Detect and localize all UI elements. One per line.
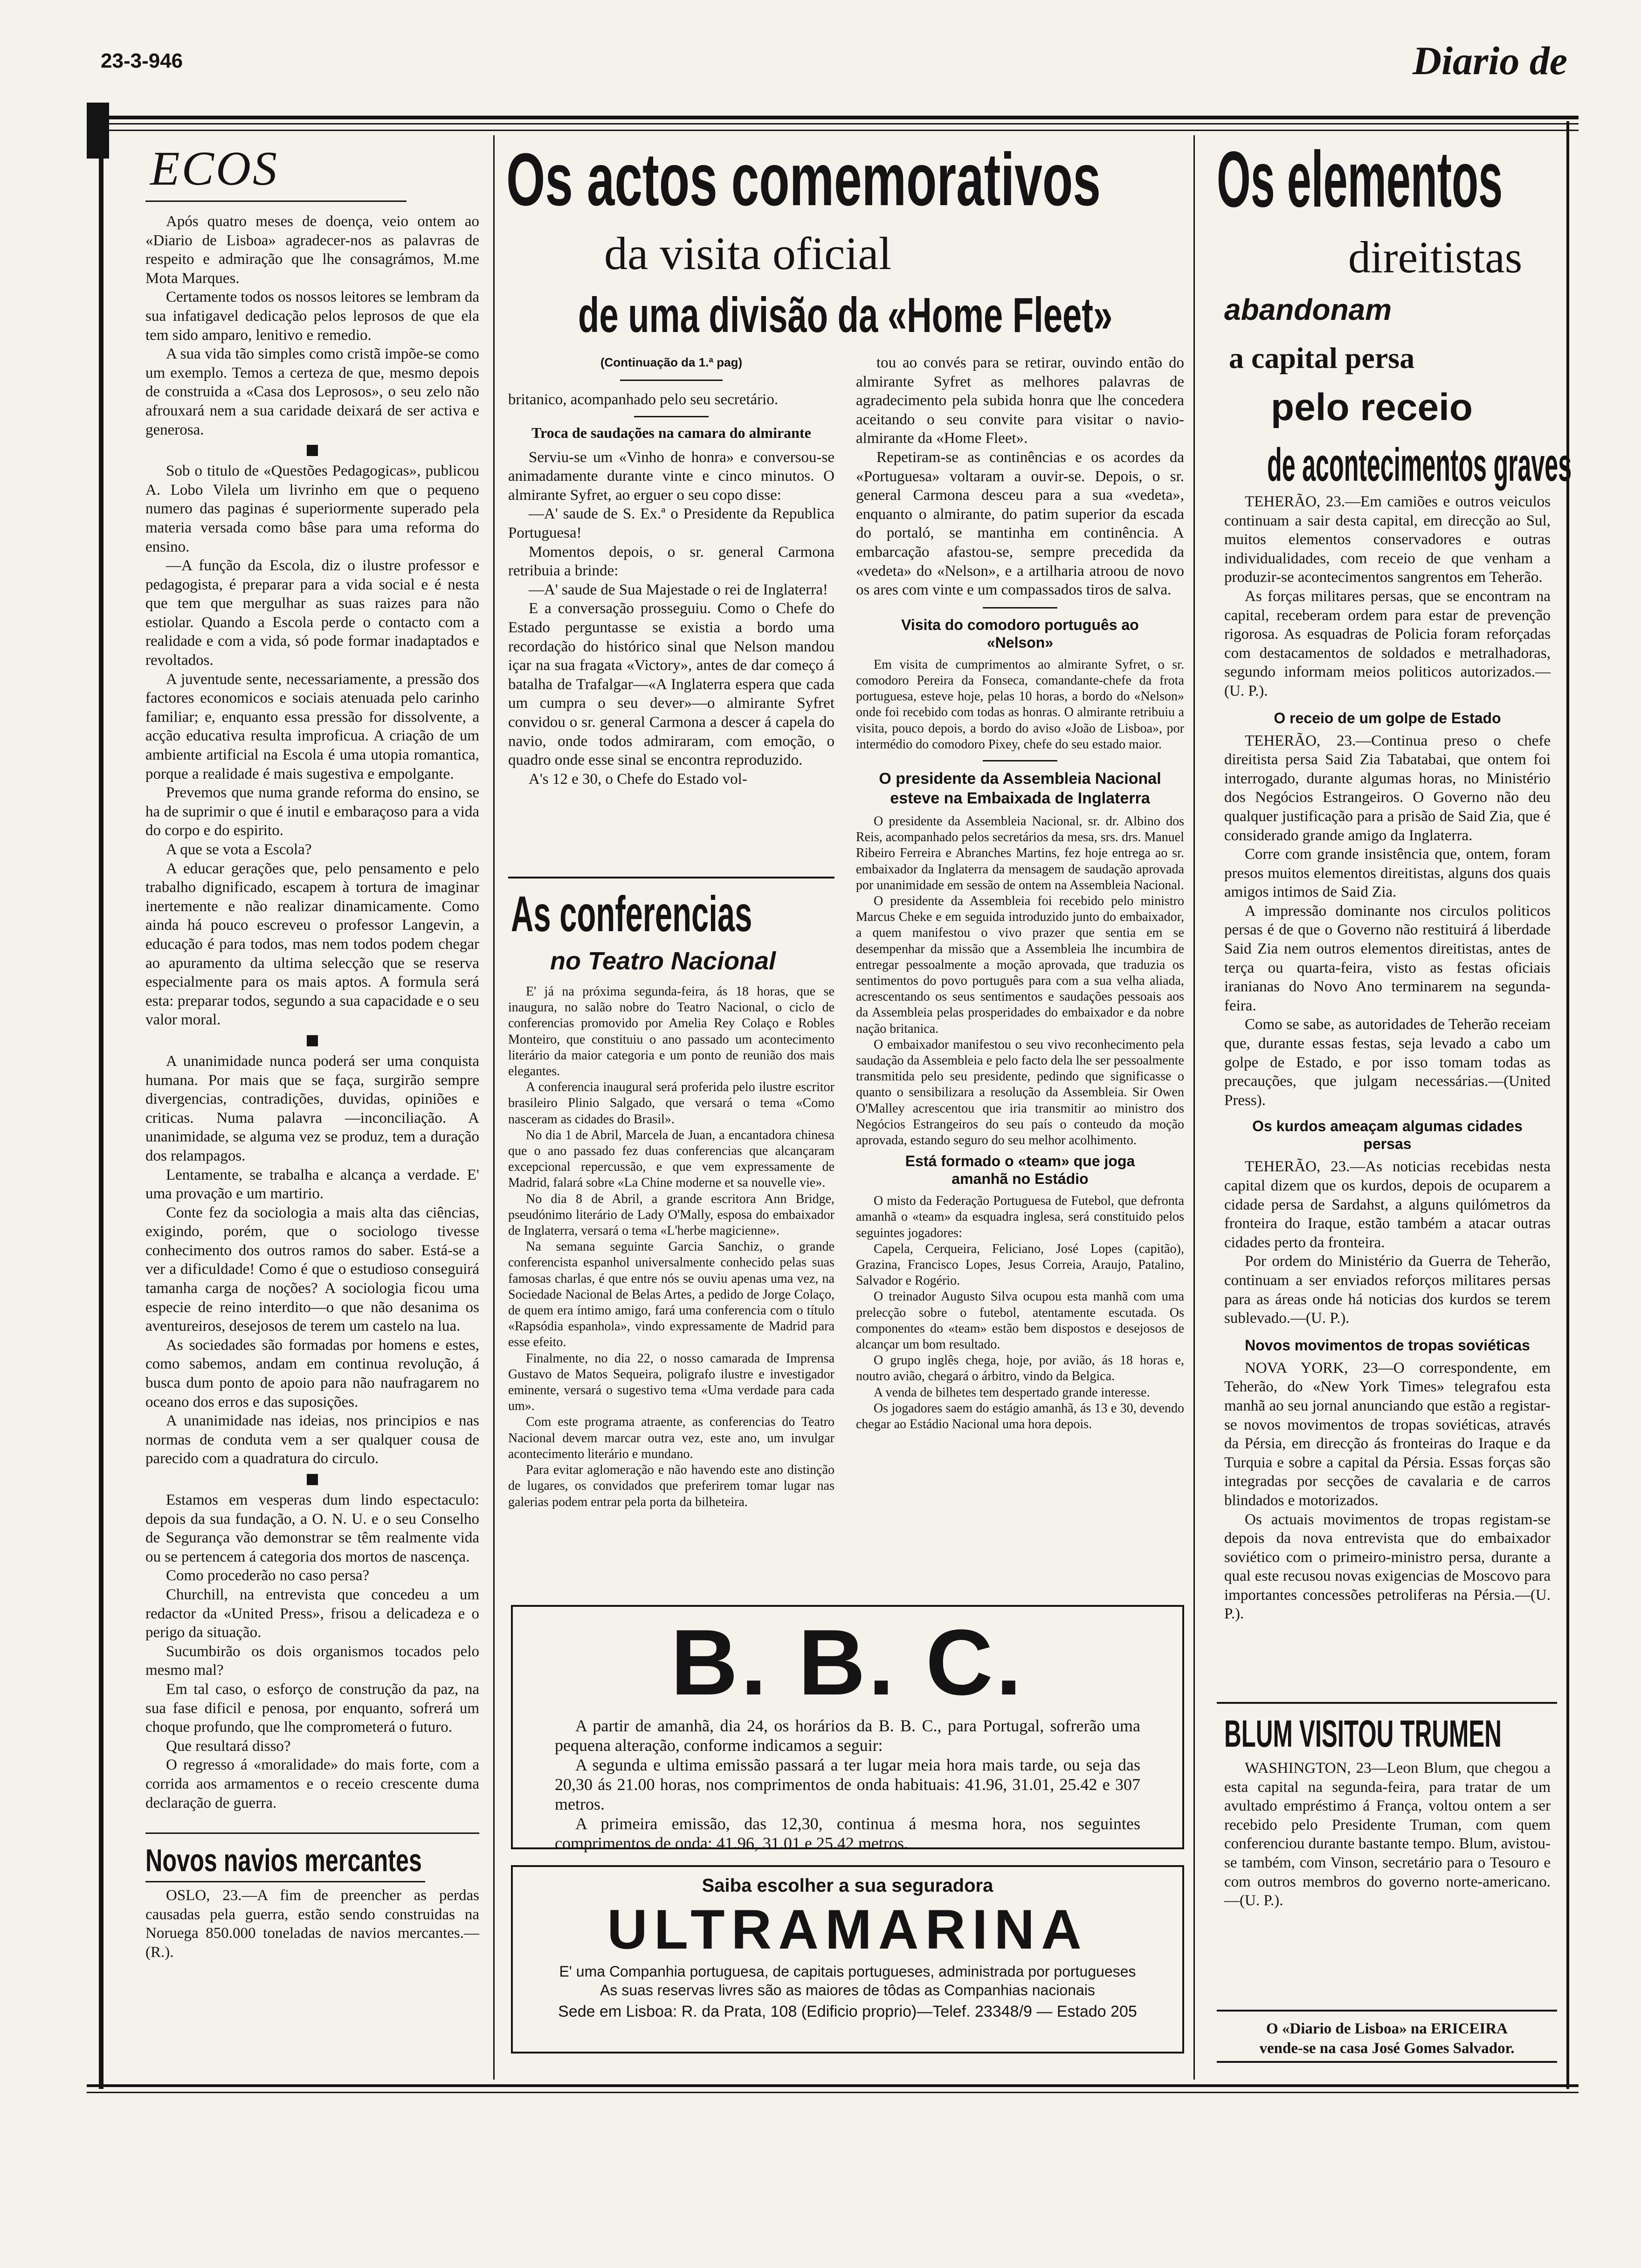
- actos-col-1-body: [508, 448, 834, 789]
- ecos-paragraph: Conte fez da sociologia a mais alta das ciências, exigindo, porém, que o sociologo tivesse conhecimento dos outros ramos do saber. Está-se a ver a dificuldade! Como é que o estudioso conseguirá tamanha carga de noções? A sociologia ficou uma especie de reino interdito—o que não desanima os aventureiros, desejosos de terem um castelo na lua.: [145, 1204, 479, 1335]
- elementos-h4: a capital persa: [1229, 341, 1415, 374]
- navios-underline: [145, 1881, 425, 1882]
- elementos-h2: direitistas: [1348, 232, 1523, 282]
- ultramarina-ad: [511, 1865, 1184, 2054]
- actos-col-2-body: [856, 353, 1184, 600]
- short-rule: [983, 607, 1057, 608]
- futebol-body: [856, 1193, 1184, 1432]
- navios-top-rule: [145, 1832, 479, 1834]
- bbc-paragraph: A segunda e ultima emissão passará a ter lugar meia hora mais tarde, ou seja das 20,30 ás 21.00 horas, nos comprimentos de onda habituais: 41.96, 31.01, 25.42 e 307 metros.: [555, 1756, 1140, 1813]
- ecos-paragraph: Que resultará disso?: [166, 1737, 291, 1755]
- ecos-paragraph: A que se vota a Escola?: [166, 841, 312, 858]
- elementos-paragraph: TEHERÃO, 23.—Em camiões e outros veiculos continuam a sair desta capital, em direcção ao Sul, muitos elementos conservadores e outras individualidades, com receio de que venham a produzir-se acontecimentos sangrentos em Teherão.: [1224, 493, 1551, 586]
- blum-body-box: [1224, 1759, 1551, 1910]
- actos-paragraph: —A' saude de S. Ex.ª o Presidente da Republica Portuguesa!: [508, 505, 834, 541]
- conferencias-paragraph: Finalmente, no dia 22, o nosso camarada de Imprensa Gustavo de Matos Sequeira, poligrafo ilustre e investigador eminente, versará o sugestivo tema «Uma verdade para cada um».: [508, 1351, 834, 1414]
- navios-section: [145, 1842, 479, 1962]
- ecos-paragraph: Lentamente, se trabalha e alcança a verdade. E' uma provação e um martirio.: [145, 1166, 479, 1203]
- futebol-paragraph: A venda de bilhetes tem despertado grande interesse.: [874, 1385, 1150, 1400]
- actos-headline: Os actos comemorativos: [506, 138, 1101, 221]
- column-rule-1: [493, 135, 495, 2080]
- ultramarina-line-3: Sede em Lisboa: R. da Prata, 108 (Edificio proprio)—Telef. 23348/9 — Estado 205: [558, 2003, 1137, 2020]
- ecos-paragraph: Em tal caso, o esforço de construção da paz, na sua fase dificil e penosa, por enquanto, sofrerá um choque profundo, que lhe comprometerá o futuro.: [145, 1680, 479, 1736]
- assembleia-body: [856, 814, 1184, 1148]
- short-rule: [620, 380, 723, 381]
- elementos-body: [1224, 492, 1551, 701]
- ecos-paragraph: Estamos em vesperas dum lindo espectaculo: depois da sua fundação, a O. N. U. e o seu Conselho de Segurança vão demonstrar se têm realmente vida ou se pertencem á categoria dos mortos de nascença.: [145, 1492, 479, 1565]
- ecos-underline: [145, 201, 407, 202]
- elementos-h1: Os elementos: [1217, 135, 1503, 224]
- troca-subheading: Troca de saudações na camara do almirante: [531, 424, 811, 441]
- ecos-paragraph: A unanimidade nunca poderá ser uma conquista humana. Por mais que se faça, surgirão sempre divergencias, contradições, duvidas, opiniões e criticas. Numa palavra —inconciliação. A unanimidade, se alguma vez se produz, tem a duração dos relampagos.: [145, 1052, 479, 1164]
- masthead-title: Diario de: [1413, 38, 1568, 83]
- ecos-paragraph: Churchill, na entrevista que concedeu a um redactor da «United Press», frisou a delicadeza e o perigo da situação.: [145, 1586, 479, 1641]
- actos-paragraph: A's 12 e 30, o Chefe do Estado vol-: [529, 770, 747, 788]
- left-margin-bar: [87, 103, 109, 159]
- golpe-paragraph: Corre com grande insistência que, ontem, foram presos muitos elementos direitistas, alguns dos quais amigos intimos de Said Zia.: [1224, 846, 1551, 901]
- actos-deck-1: da visita oficial: [604, 228, 892, 279]
- assembleia-paragraph: O presidente da Assembleia foi recebido pelo ministro Marcus Cheke e em seguida introduzido junto do embaixador, a quem manifestou o vivo prazer que sentia em se desempenhar da missão que a Assembleia lhe incumbira de entregar pessoalmente a moção aprovada, que traduzia os sentimentos do povo português para com a sua velha aliada, acrescentando os seus sentimentos e saudações pessoais aos da Assembleia pelas prosperidades do embaixador e da nobre nação britanica.: [856, 893, 1184, 1036]
- ericeira-top-rule: [1217, 2010, 1557, 2012]
- tropas-paragraph: NOVA YORK, 23—O correspondente, em Teherão, do «New York Times» telegrafou esta manhã ao seu jornal anunciando que estão a registar-se novos movimentos de tropas soviéticas, através da Pérsia, em direcção ás fronteiras do Iraque e da Turquia e sobre a capital da Pérsia. Essas forças são integradas por secções de cavalaria e de carros blindados e motorizados.: [1224, 1359, 1551, 1509]
- actos-paragraph: Momentos depois, o sr. general Carmona retribuia a brinde:: [508, 543, 834, 580]
- elementos-body-col: [1224, 492, 1551, 1624]
- conferencias-title: As conferencias: [511, 885, 752, 942]
- bottom-rule-thin: [87, 2092, 1579, 2093]
- ecos-paragraph: A sua vida tão simples como cristã impõe-se como um exemplo. Temos a certeza de que, mesmo depois de construida a «Casa dos Leprosos», o seu zelo não afrouxará nem a sua caridade deixará de ser activa e generosa.: [145, 346, 479, 438]
- futebol-paragraph: Os jogadores saem do estágio amanhã, ás 13 e 30, devendo chegar ao Estádio Nacional uma hora depois.: [856, 1401, 1184, 1432]
- section-bullet: [307, 445, 318, 456]
- ericeira-line-2: vende-se na casa José Gomes Salvador.: [1259, 2040, 1515, 2057]
- conferencias-body: [508, 984, 834, 1510]
- page-date: 23-3-946: [101, 49, 183, 72]
- ericeira-notice: [1217, 2019, 1557, 2058]
- ecos-block-4: [145, 1491, 479, 1812]
- futebol-paragraph: O misto da Federação Portuguesa de Futebol, que defronta amanhã o «team» da esquadra inglesa, será constituido pelos seguintes jogadores:: [856, 1194, 1184, 1240]
- assembleia-heading: O presidente da Assembleia Nacional esteve na Embaixada de Inglaterra: [879, 769, 1161, 807]
- ecos-block-2: [145, 462, 479, 1030]
- visita-subheading: Visita do comodoro português ao «Nelson»: [901, 616, 1139, 651]
- ecos-block-1: [145, 212, 479, 439]
- golpe-paragraph: A impressão dominante nos circulos politicos persas é de que o Governo não restituirá á liberdade Said Zia nem outros elementos direitistas, antes de terça ou quarta-feira, visto as festas oficiais iranianas do Novo Ano terminarem na segunda-feira.: [1224, 902, 1551, 1014]
- ecos-paragraph: A unanimidade nas ideias, nos principios e nas normas de conduta vem a ser qualquer cousa de parecido com a quadratura do circulo.: [145, 1412, 479, 1467]
- left-margin-line: [99, 154, 103, 2089]
- elementos-paragraph: As forças militares persas, que se encontram na capital, receberam ordem para estar de prevenção rigorosa. As esquadras de Policia foram reforçadas com destacamentos de soldados e metralhadoras, segundo informam meios politicos autorizados.—(U. P.).: [1224, 588, 1551, 699]
- ecos-paragraph: As sociedades são formadas por homens e estes, como sabemos, andam em continua revolução, á busca dum ponto de apoio para não naufragarem no oceano dos erros e das suposições.: [145, 1336, 479, 1411]
- kurdos-paragraph: Por ordem do Ministério da Guerra de Teherão, continuam a ser enviados reforços militares persas para as áreas onde há noticias dos kurdos se terem sublevado.—(U. P.).: [1224, 1253, 1551, 1327]
- ultramarina-name: ULTRAMARINA: [607, 1898, 1088, 1961]
- ericeira-bottom-rule: [1217, 2061, 1557, 2063]
- ultramarina-line-2: As suas reservas livres são as maiores de tôdas as Companhias nacionais: [600, 1982, 1095, 1998]
- actos-paragraph: —A' saude de Sua Majestade o rei de Inglaterra!: [529, 581, 828, 598]
- bbc-title: B. B. C.: [670, 1611, 1025, 1715]
- conferencias-paragraph: A conferencia inaugural será proferida pelo ilustre escritor brasileiro Plinio Salgado, que versará o tema «Como nasceram as cidades do Brasil».: [508, 1080, 834, 1127]
- continuation-note: (Continuação da 1.ª pag): [600, 355, 743, 369]
- ultramarina-tagline: Saiba escolher a sua seguradora: [702, 1875, 993, 1896]
- futebol-heading: Está formado o «team» que joga amanhã no Estádio: [905, 1153, 1135, 1188]
- conferencias-paragraph: No dia 1 de Abril, Marcela de Juan, a encantadora chinesa que o ano passado fez duas conferencias que alcançaram excepcional repercussão, e que vem expressamente de Madrid, falará sobre «La Chine moderne et sa nouvelle vie».: [508, 1127, 834, 1190]
- blum-title: BLUM VISITOU TRUMEN: [1224, 1713, 1502, 1755]
- section-bullet: [307, 1035, 318, 1046]
- actos-intro: britanico, acompanhado pelo seu secretário.: [508, 391, 779, 408]
- elementos-h3: abandonam: [1224, 293, 1392, 326]
- bbc-paragraph: A primeira emissão, das 12,30, continua á mesma hora, nos seguintes comprimentos de onda: 41.96, 31.01 e 25.42 metros.: [555, 1814, 1140, 1853]
- blum-text: WASHINGTON, 23—Leon Blum, que chegou a esta capital na segunda-feira, para tratar de um avultado empréstimo á França, voltou ontem a ser recebido pelo Presidente Truman, com quem conferenciou durante bastante tempo. Blum, avistou-se também, com Vinson, secretário para o Tesouro e com outros membros do governo norte-americano.—(U. P.).: [1224, 1760, 1551, 1909]
- top-rule-thin: [87, 123, 1579, 124]
- top-rule-thin-2: [87, 130, 1579, 131]
- column-rule-right: [1566, 121, 1569, 2089]
- futebol-paragraph: O treinador Augusto Silva ocupou esta manhã com uma prelecção sobre o futebol, atentamente escutada. Os componentes do «team» estão bem dispostos e desejosos de alcançar um bom resultado.: [856, 1289, 1184, 1352]
- ecos-block-3: [145, 1052, 479, 1468]
- blum-top-rule: [1217, 1702, 1557, 1704]
- ecos-paragraph: A juventude sente, necessariamente, a pressão dos factores economicos e sociais atenuada pelo carinho familiar; e, enquanto essa pressão for dissolvente, a acção educativa resulta improficua. A criação de um ambiente artificial na Escola é uma utopia romantica, porque a realidade é mais sugestiva e empolgante.: [145, 671, 479, 782]
- conferencias-paragraph: Na semana seguinte Garcia Sanchiz, o grande conferencista espanhol universalmente conhecido pelas suas famosas charlas, é que entre nós se ouviu apenas uma vez, na Sociedade Nacional de Belas Artes, a pedido de Jorge Colaço, de quem era íntimo amigo, fará uma conferencia com o título «Rapsódia espanhola», vindo expressamente de Madrid para esse efeito.: [508, 1239, 834, 1350]
- kurdos-body: [1224, 1157, 1551, 1328]
- short-rule: [634, 416, 709, 417]
- visita-text: Em visita de cumprimentos ao almirante Syfret, o sr. comodoro Pereira da Fonseca, comandante-chefe da frota portuguesa, esteve hoje, pelas 10 horas, a bordo do «Nelson» onde foi recebido com todas as honras. O almirante retribuiu a visita, pouco depois, a bordo do aviso «João de Lisboa», por intermédio do comodoro Pixey, chefe do seu estado maior.: [856, 657, 1184, 752]
- tropas-paragraph: Os actuais movimentos de tropas registam-se depois da nova entrevista que do embaixador soviético com o primeiro-ministro persa, durante a qual este recusou novas exigencias de Moscovo para importantes concessões petroliferas na Pérsia.—(U. P.).: [1224, 1511, 1551, 1623]
- bbc-ad: [511, 1605, 1184, 1853]
- actos-col-2: [856, 353, 1184, 1432]
- actos-paragraph: Serviu-se um «Vinho de honra» e conversou-se animadamente durante vinte e cinco minutos. O almirante Syfret, ao erguer o seu copo disse:: [508, 449, 834, 504]
- elementos-h6: de acontecimentos graves: [1267, 439, 1572, 491]
- conferencias-paragraph: Com este programa atraente, as conferencias do Teatro Nacional devem marcar outra vez, este ano, um invulgar acontecimento literário e mundano.: [508, 1415, 834, 1461]
- section-bullet: [307, 1474, 318, 1485]
- futebol-paragraph: O grupo inglês chega, hoje, por avião, ás 18 horas e, noutro avião, chegará o árbitro, vindo da Belgica.: [856, 1353, 1184, 1384]
- ecos-paragraph: Como procederão no caso persa?: [166, 1567, 370, 1584]
- navios-text: OSLO, 23.—A fim de preencher as perdas causadas pela guerra, estão sendo construidas na Noruega 850.000 toneladas de navios mercantes.—(R.).: [145, 1887, 479, 1961]
- short-rule: [983, 760, 1057, 761]
- ecos-paragraph: Certamente todos os nossos leitores se lembram da sua infatigavel dedicação pelos leprosos de que ela tem sido amparo, lenitivo e remedio.: [145, 289, 479, 344]
- kurdos-paragraph: TEHERÃO, 23.—As noticias recebidas nesta capital dizem que os kurdos, depois de ocuparem a cidade persa de Sardahst, a alguns quilómetros da fronteira do Iraque, estão também a atacar outras cidades perto da fronteira.: [1224, 1158, 1551, 1251]
- bottom-rule: [87, 2084, 1579, 2087]
- assembleia-paragraph: O embaixador manifestou o seu vivo reconhecimento pela saudação da Assembleia e pelo facto dela lhe ser pessoalmente transmitida pelo seu presidente, pedindo que significasse o quanto o sensibilizara a resolução da Assembleia. Sir Owen O'Malley acrescentou que iria transmitir ao ministro dos Negócios Estrangeiros do seu país o conteudo da moção aprovada, estando seguro do seu melhor acolhimento.: [856, 1037, 1184, 1148]
- kurdos-subheading: Os kurdos ameaçam algumas cidades persas: [1252, 1118, 1523, 1153]
- actos-paragraph: Repetiram-se as continências e os acordes da «Portuguesa» voltaram a ouvir-se. Depois, o sr. general Carmona desceu para a sua «vedeta», enquanto o almirante, do patim superior da escada do portaló, se mantinha em continência. A embarcação afastou-se, sempre precedida da «vedeta» do «Nelson», e a artilharia atroou de novo os ares com vinte e um compassados tiros de salva.: [856, 449, 1184, 599]
- ecos-paragraph: Sucumbirão os dois organismos tocados pelo mesmo mal?: [145, 1643, 479, 1679]
- column-rule-2: [1193, 135, 1195, 2080]
- golpe-paragraph: TEHERÃO, 23.—Continua preso o chefe direitista persa Said Zia Tabatabai, que ontem foi interrogado, durante algumas horas, no Ministério dos Negócios Estrangeiros. O Governo não deu qualquer justificação para a prisão de Said Zia, que é considerado grande amigo da Inglaterra.: [1224, 732, 1551, 844]
- ecos-section: [145, 140, 479, 1812]
- ericeira-line-1: O «Diario de Lisboa» na ERICEIRA: [1266, 2020, 1508, 2037]
- actos-paragraph: tou ao convés para se retirar, ouvindo então do almirante Syfret as melhores palavras de agradecimento pela subida honra que lhe concedera aceitando o seu convite para visitar o navio-almirante da «Home Fleet».: [856, 354, 1184, 447]
- golpe-subheading: O receio de um golpe de Estado: [1274, 709, 1501, 726]
- tropas-body: [1224, 1359, 1551, 1624]
- futebol-paragraph: Capela, Cerqueira, Feliciano, José Lopes (capitão), Grazina, Francisco Lopes, Jesus Correia, Araujo, Patalino, Salvador e Rogério.: [856, 1241, 1184, 1288]
- assembleia-paragraph: O presidente da Assembleia Nacional, sr. dr. Albino dos Reis, acompanhado pelos secretários da mesa, srs. drs. Manuel Ribeiro Ferreira e Abranches Martins, fez hoje entrega ao sr. embaixador da Inglaterra da mensagem de saudação aprovada por unanimidade em sessão de ontem na Assembleia Nacional.: [856, 814, 1184, 892]
- golpe-paragraph: Como se sabe, as autoridades de Teherão receiam que, durante essas festas, seja levado a cabo um golpe de Estado, e por isso tomam todas as precauções, que julgam necessárias.—(United Press).: [1224, 1016, 1551, 1109]
- conferencias-subtitle: no Teatro Nacional: [550, 947, 776, 975]
- ecos-paragraph: O regresso á «moralidade» do mais forte, com a corrida aos armamentos e o receio crescente duma declaração de guerra.: [145, 1756, 479, 1812]
- ecos-paragraph: Prevemos que numa grande reforma do ensino, se ha de suprimir o que é inutil e embaraçoso para a vida do corpo e do espirito.: [145, 784, 479, 839]
- conferencias-paragraph: Para evitar aglomeração e não havendo este ano distinção de lugares, os convidados que preferirem tomar lugar nas galerias podem entrar pela porta da bilheteira.: [508, 1463, 834, 1509]
- tropas-subheading: Novos movimentos de tropas soviéticas: [1245, 1336, 1530, 1354]
- ecos-paragraph: Após quatro meses de doença, veio ontem ao «Diario de Lisboa» agradecer-nos as palavras de respeito e admiração que lhe consagrámos, M.me Mota Marques.: [145, 213, 479, 287]
- conferencias-paragraph: No dia 8 de Abril, a grande escritora Ann Bridge, pseudónimo literário de Lady O'Mally, esposa do embaixador de Inglaterra, versará o tema «L'herbe magicienne».: [508, 1191, 834, 1238]
- ultramarina-line-1: E' uma Companhia portuguesa, de capitais portugueses, administrada por portugueses: [559, 1963, 1136, 1980]
- bbc-body: [536, 1716, 1159, 1853]
- actos-deck-2: de uma divisão da «Home Fleet»: [578, 288, 1113, 343]
- bbc-paragraph: A partir de amanhã, dia 24, os horários da B. B. C., para Portugal, sofrerão uma pequena alteração, conforme indicamos a seguir:: [555, 1716, 1140, 1755]
- golpe-body: [1224, 732, 1551, 1110]
- navios-title: Novos navios mercantes: [145, 1843, 422, 1878]
- conferencias-paragraph: E' já na próxima segunda-feira, ás 18 horas, que se inaugura, no salão nobre do Teatro Nacional, o ciclo de conferencias promovido por Amelia Rey Colaço e Robles Monteiro, que constituiu o ano passado um acontecimento literário da maior categoria e um ponto de reunião dos mais elegantes.: [508, 984, 834, 1079]
- elementos-h5: pelo receio: [1271, 386, 1473, 429]
- conferencias-top-rule: [508, 877, 834, 878]
- ecos-paragraph: Sob o titulo de «Questões Pedagogicas», publicou A. Lobo Vilela um livrinho em que o pequeno numero das paginas é superiormente superado pela materia versada como bâse para uma reforma do ensino.: [145, 463, 479, 555]
- ecos-paragraph: —A função da Escola, diz o ilustre professor e pedagogista, é preparar para a vida social e é nesta que tem que mergulhar as suas raizes para não estiolar. Quando a Escola perde o contacto com a realidade e com a vida, só pode formar inadaptados e revoltados.: [145, 557, 479, 669]
- top-rule: [87, 116, 1579, 119]
- actos-col-1: [508, 353, 834, 788]
- actos-paragraph: E a conversação prosseguiu. Como o Chefe do Estado perguntasse se existia a bordo uma recordação do histórico sinal que Nelson mandou içar na sua fragata «Victory», antes de dar começo á batalha de Trafalgar—«A Inglaterra espera que cada um cumpra o seu dever»—o almirante Syfret convidou o sr. general Carmona a descer á capela do navio, onde todos admiraram, com emoção, o quadro onde esse sinal se encontra reproduzido.: [508, 600, 834, 769]
- ecos-title: ECOS: [150, 142, 279, 195]
- ecos-paragraph: A educar gerações que, pelo pensamento e pelo trabalho dignificado, escapem à tortura de imaginar inertemente e não realizar dinamicamente. Como ainda há pouco escreveu o professor Langevin, a educação é para todos, mas nem todos podem chegar ao apuramento da ultima selecção que se reserva especialmente para os mais aptos. A formula será esta: preparar todos, segundo a sua capacidade e o seu valor moral.: [145, 860, 479, 1029]
